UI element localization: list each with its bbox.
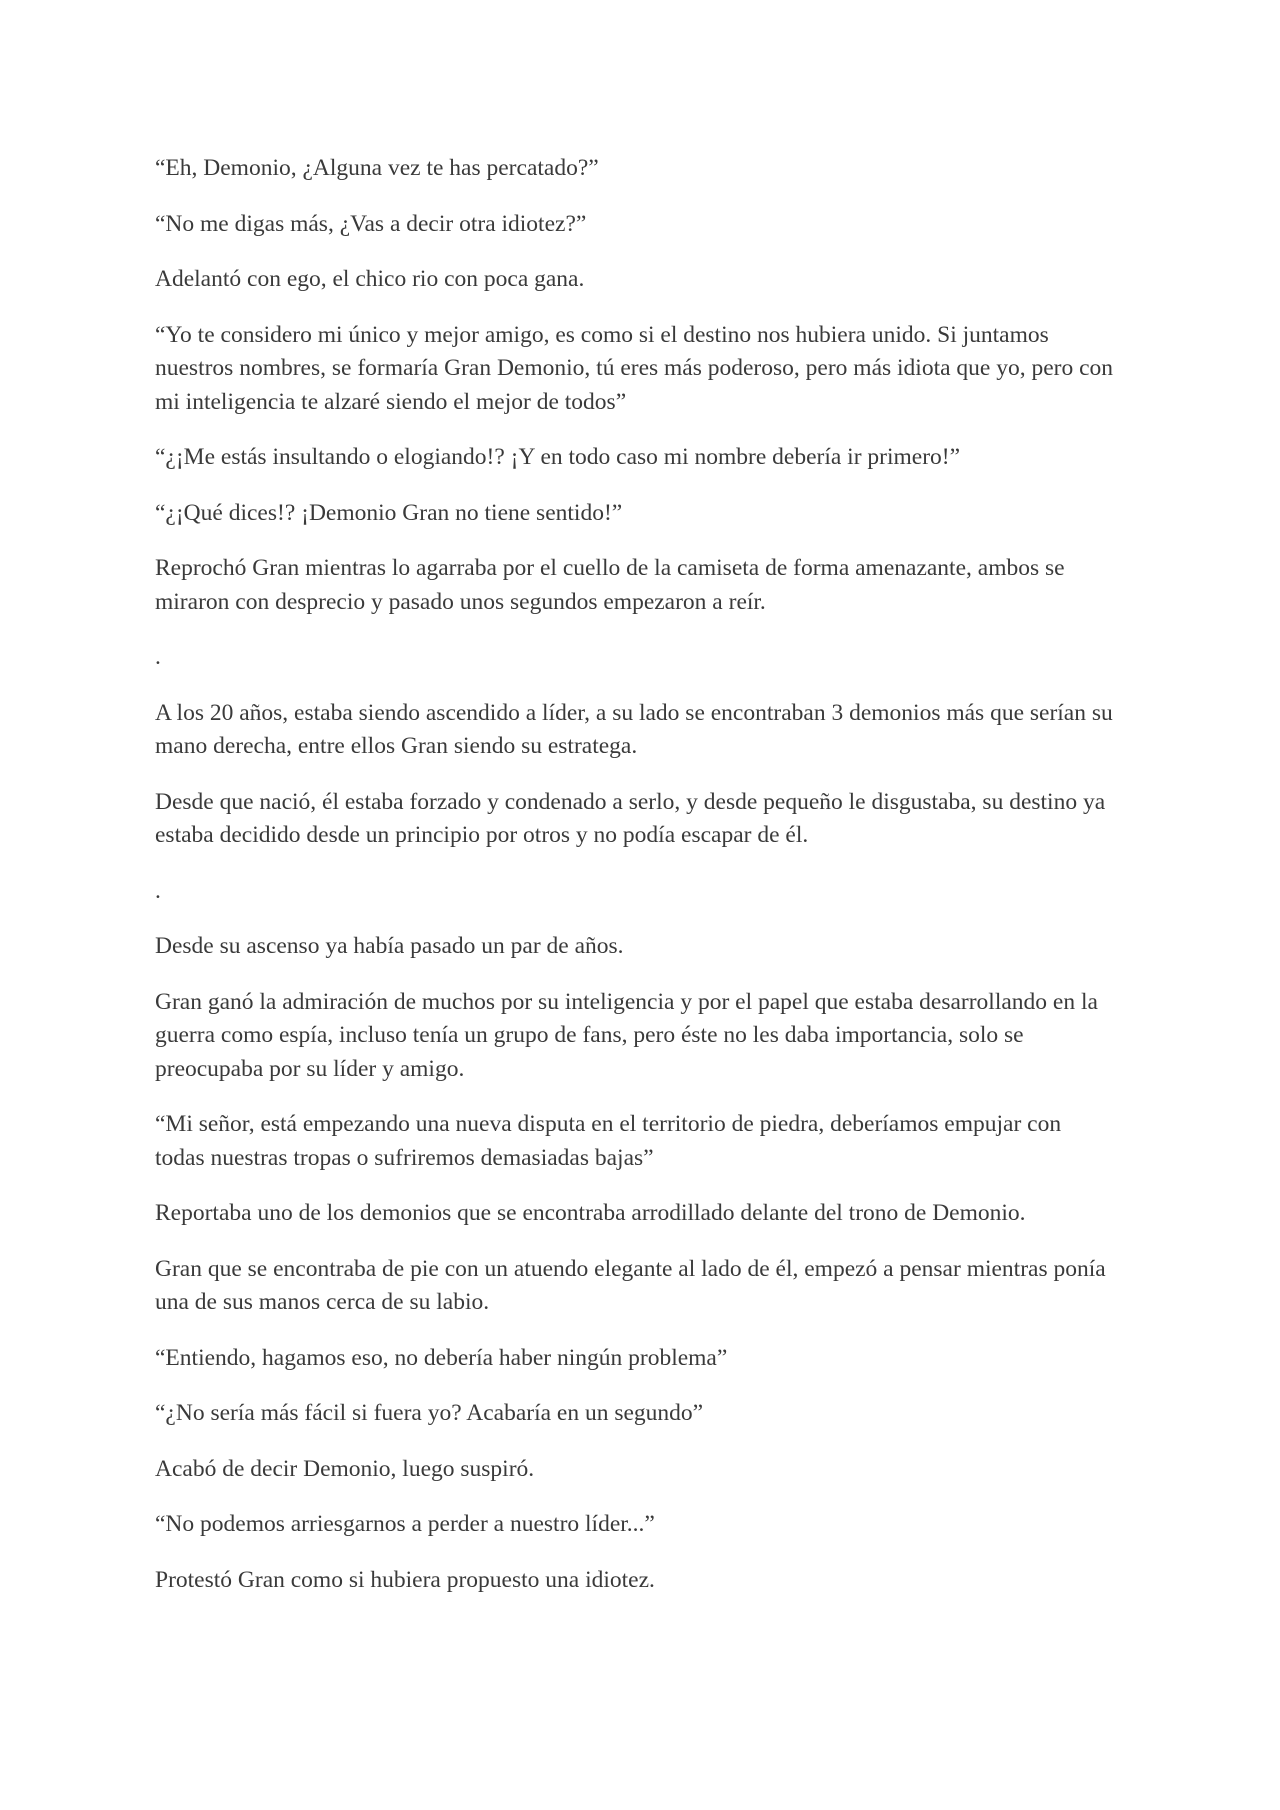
paragraph: “¿No sería más fácil si fuera yo? Acabaría en un segundo” [155,1400,704,1426]
paragraph: “Entiendo, hagamos eso, no debería haber ningún problema” [155,1344,728,1371]
paragraph: Protestó Gran como si hubiera propuesto una idiotez. [155,1566,655,1593]
paragraph: “Mi señor, está empezando una nueva disputa en el territorio de piedra, deberíamos empujar con todas nuestras tropas o sufriremos demasiadas bajas” [155,1111,1062,1171]
scene-separator: . [155,644,161,670]
paragraph: A los 20 años, estaba siendo ascendido a líder, a su lado se encontraban 3 demonios más que serían su mano derecha, entre ellos Gran siendo su estratega. [155,699,1113,759]
paragraph: Desde que nació, él estaba forzado y condenado a serlo, y desde pequeño le disgustaba, su destino ya estaba decidido desde un principio por otros y no podía escapar de él. [155,788,1106,848]
paragraph: Gran que se encontraba de pie con un atuendo elegante al lado de él, empezó a pensar mientras ponía una de sus manos cerca de su labio. [155,1255,1106,1315]
paragraph: “Eh, Demonio, ¿Alguna vez te has percatado?” [155,155,599,181]
paragraph: “Yo te considero mi único y mejor amigo, es como si el destino nos hubiera unido. Si juntamos nuestros nombres, se formaría Gran Demonio, tú eres más poderoso, pero más idiota que yo, pero con mi inteligencia te alzaré siendo el mejor de todos” [155,321,1114,415]
paragraph: Desde su ascenso ya había pasado un par de años. [155,933,624,959]
paragraph: “¿¡Qué dices!? ¡Demonio Gran no tiene sentido!” [155,499,623,526]
paragraph: “¿¡Me estás insultando o elogiando!? ¡Y en todo caso mi nombre debería ir primero!” [155,444,961,470]
paragraph: Acabó de decir Demonio, luego suspiró. [155,1455,535,1482]
paragraph: Gran ganó la admiración de muchos por su inteligencia y por el papel que estaba desarrollando en la guerra como espía, incluso tenía un grupo de fans, pero éste no les daba importancia, solo se preocupaba por su líder y amigo. [155,988,1098,1082]
scene-separator: . [155,877,161,904]
paragraph: Adelantó con ego, el chico rio con poca gana. [155,266,585,292]
paragraph: “No podemos arriesgarnos a perder a nuestro líder...” [155,1511,655,1537]
document-body [155,152,1115,1619]
paragraph: Reportaba uno de los demonios que se encontraba arrodillado delante del trono de Demonio. [155,1200,1026,1226]
paragraph: “No me digas más, ¿Vas a decir otra idiotez?” [155,210,587,237]
paragraph: Reprochó Gran mientras lo agarraba por el cuello de la camiseta de forma amenazante, ambos se miraron con desprecio y pasado unos segundos empezaron a reír. [155,555,1065,615]
